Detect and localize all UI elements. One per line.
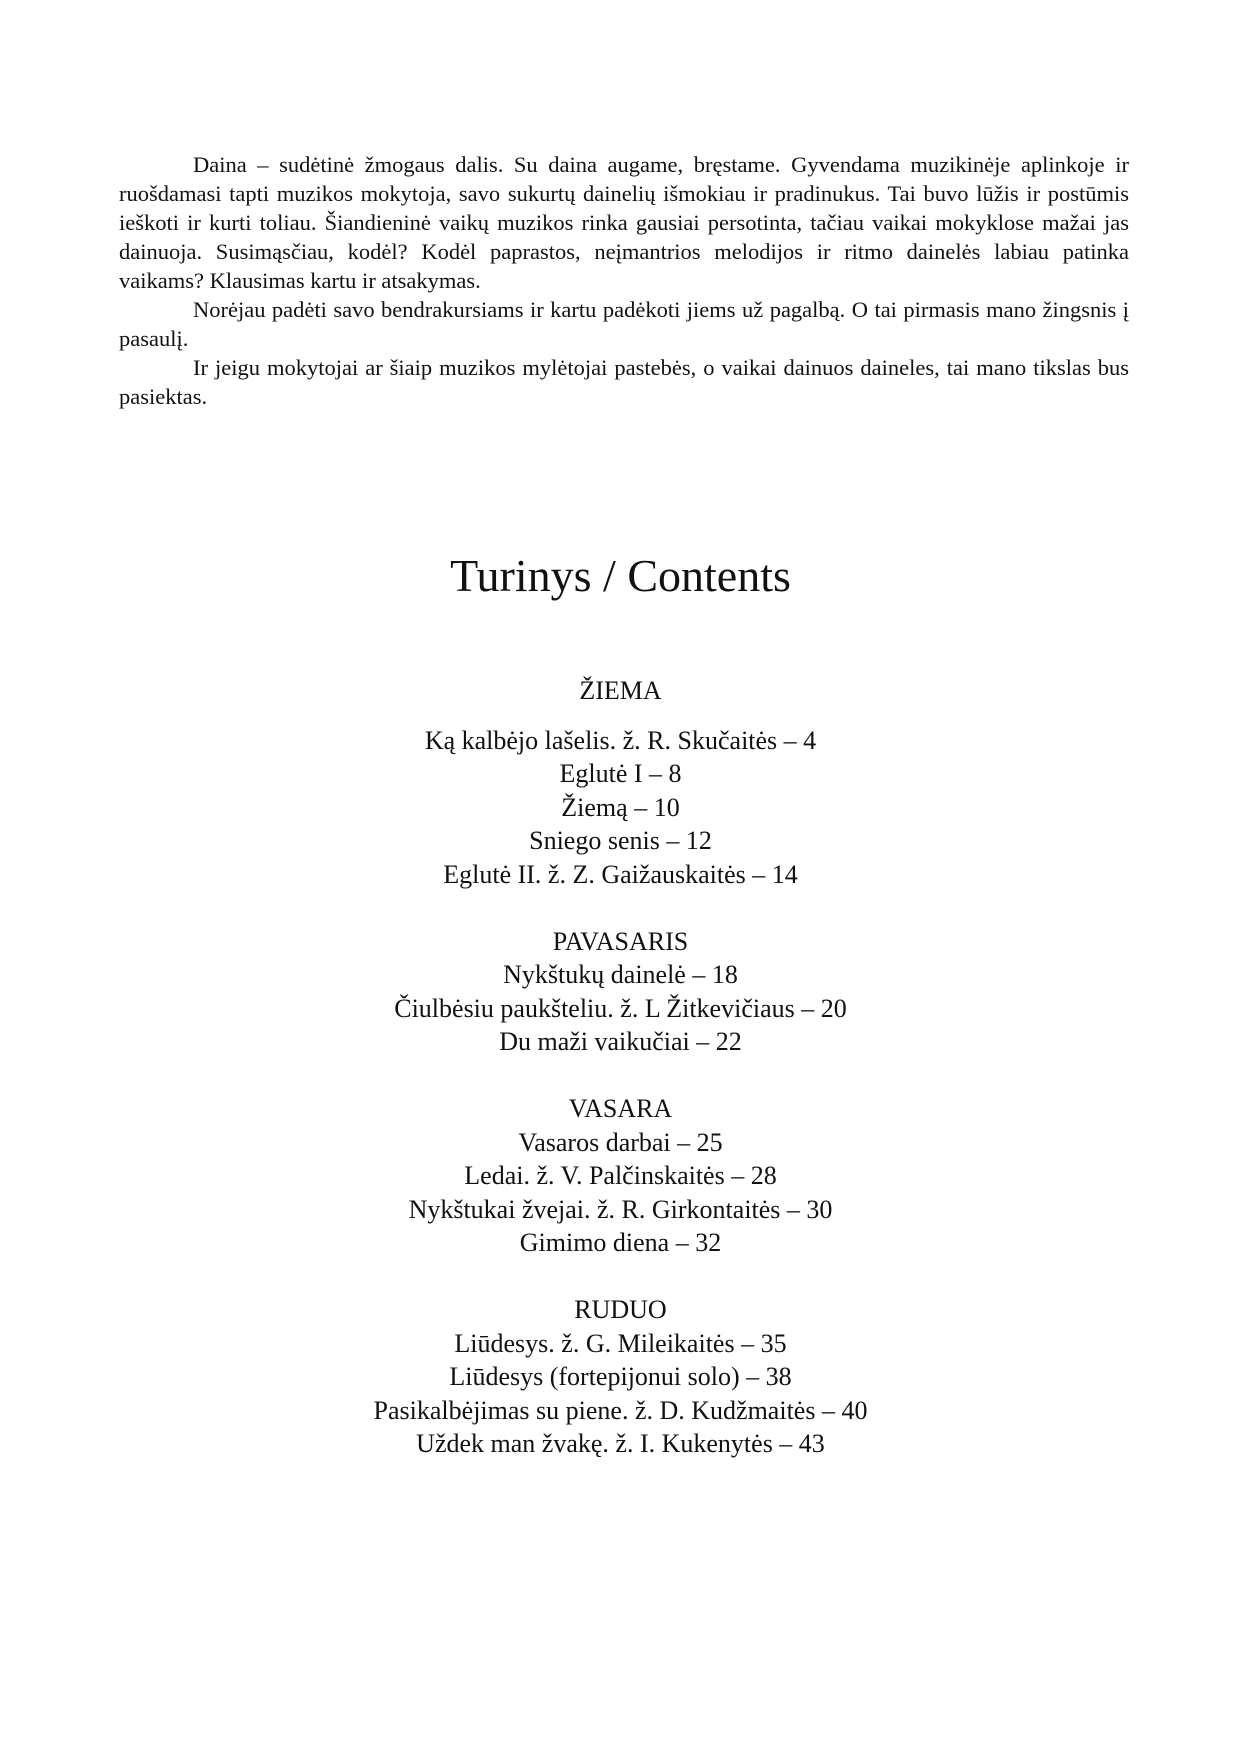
toc-entry: Nykštukų dainelė – 18 [503, 960, 738, 989]
toc-entry: Liūdesys (fortepijonui solo) – 38 [449, 1362, 792, 1391]
season-heading: RUDUO [574, 1295, 667, 1324]
toc-entry: Pasikalbėjimas su piene. ž. D. Kudžmaitės – 40 [373, 1395, 868, 1425]
preface-paragraph: Ir jeigu mokytojai ar šiaip muzikos mylėtojai pastebės, o vaikai dainuos daineles, tai mano tikslas bus pasiektas. [119, 355, 1129, 409]
toc-entry: Liūdesys. ž. G. Mileikaitės – 35 [454, 1328, 787, 1358]
toc-entry: Ką kalbėjo lašelis. ž. R. Skučaitės – 4 [424, 725, 817, 755]
toc-entry: Du maži vaikučiai – 22 [499, 1027, 742, 1056]
season-heading: PAVASARIS [552, 926, 689, 956]
toc-entry: Eglutė I – 8 [559, 759, 682, 788]
toc-section-ruduo [0, 1293, 1241, 1461]
toc-section-vasara [0, 1092, 1241, 1260]
preface-paragraph: Norėjau padėti savo bendrakursiams ir kartu padėkoti jiems už pagalbą. O tai pirmasis mano žingsnis į pasaulį. [119, 297, 1129, 351]
toc-entry: Vasaros darbai – 25 [518, 1127, 723, 1157]
toc-entry: Nykštukai žvejai. ž. R. Girkontaitės – 30 [408, 1194, 833, 1224]
toc-section-ziema [0, 674, 1241, 891]
preface-paragraph: Daina – sudėtinė žmogaus dalis. Su daina augame, bręstame. Gyvendama muzikinėje aplinkoje ir ruošdamasi tapti muzikos mokytoja, savo sukurtų dainelių išmokiau ir pradinukus. Tai buvo lūžis ir postūmis ieškoti ir kurti toliau. Šiandieninė vaikų muzikos rinka gausiai persotinta, tačiau vaikai mokyklose mažai jas dainuoja. Susimąsčiau, kodėl? Kodėl paprastos, neįmantrios melodijos ir ritmo dainelės labiau patinka vaikams? Klausimas kartu ir atsakymas. [119, 152, 1129, 293]
toc-entry: Sniego senis – 12 [529, 826, 712, 855]
toc-entry: Eglutė II. ž. Z. Gaižauskaitės – 14 [443, 859, 798, 889]
toc-entry: Čiulbėsiu paukšteliu. ž. L Žitkevičiaus – 20 [394, 993, 847, 1023]
toc-entry: Žiemą – 10 [561, 792, 680, 822]
season-heading: VASARA [568, 1094, 673, 1123]
toc-entry: Uždek man žvakę. ž. I. Kukenytės – 43 [416, 1429, 825, 1458]
toc-title: Turinys / Contents [450, 550, 791, 601]
toc-entry: Gimimo diena – 32 [519, 1228, 722, 1257]
preface-text [119, 150, 1129, 411]
toc-entry: Ledai. ž. V. Palčinskaitės – 28 [464, 1161, 777, 1190]
season-heading: ŽIEMA [579, 676, 662, 705]
table-of-contents [0, 674, 1241, 1494]
toc-section-pavasaris [0, 925, 1241, 1059]
